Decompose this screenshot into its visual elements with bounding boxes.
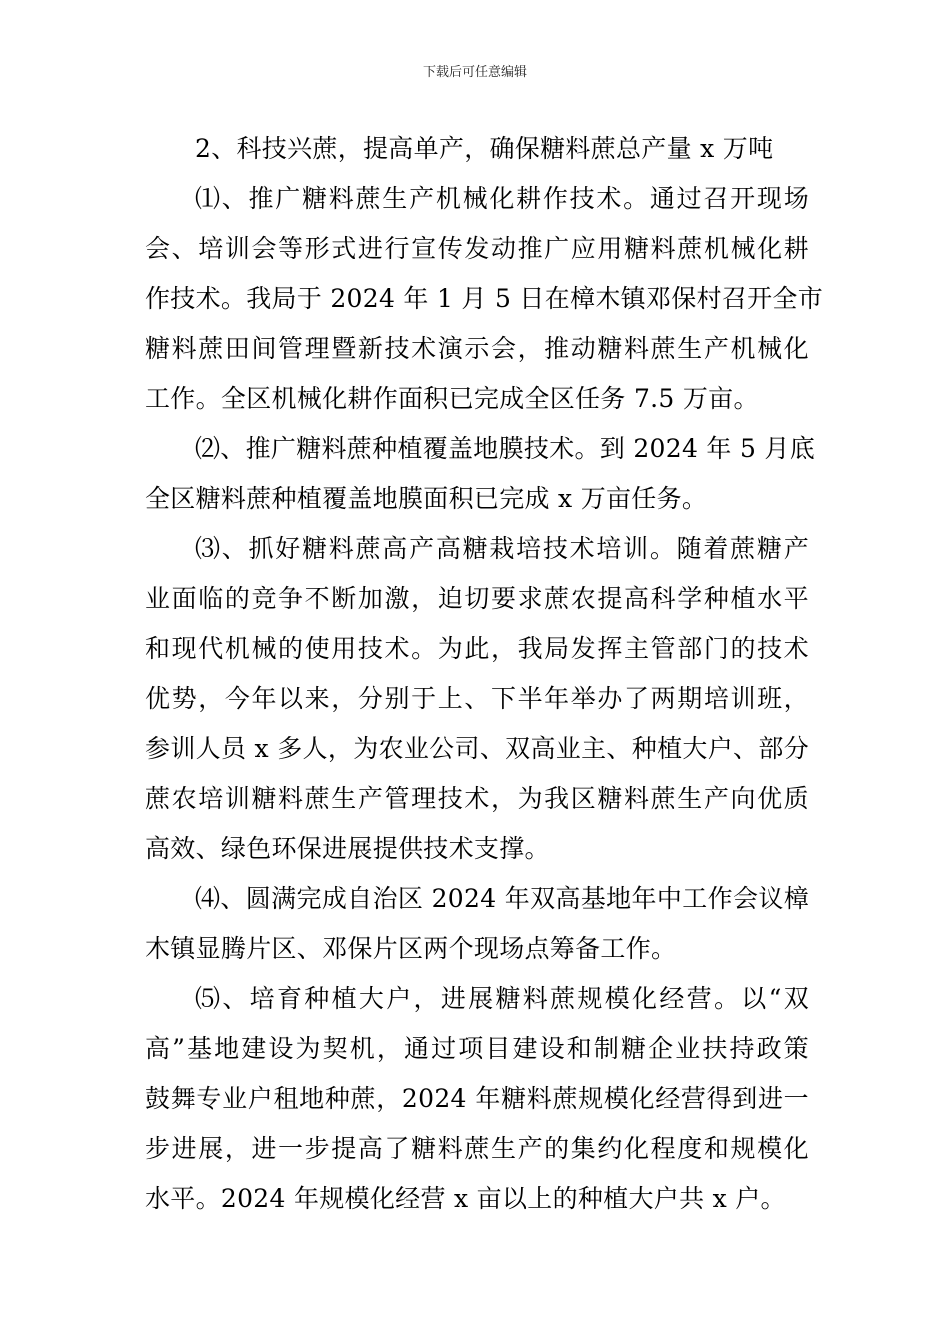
text-line: 参训人员 x 多人，为农业公司、双高业主、种植大户、部分 — [145, 734, 809, 763]
text-line: 糖料蔗田间管理暨新技术演示会，推动糖料蔗生产机械化 — [145, 334, 809, 363]
document-body — [145, 124, 824, 1224]
text-line: 和现代机械的使用技术。为此，我局发挥主管部门的技术 — [145, 634, 809, 663]
paragraph-item-2 — [145, 424, 816, 524]
paragraph-section-heading — [145, 124, 809, 174]
text-line: 优势，今年以来，分别于上、下半年举办了两期培训班， — [145, 684, 809, 713]
text-line: 木镇显腾片区、邓保片区两个现场点筹备工作。 — [145, 934, 677, 963]
paragraph-item-5 — [145, 974, 809, 1224]
text-line: 全区糖料蔗种植覆盖地膜面积已完成 x 万亩任务。 — [145, 484, 708, 513]
text-line: ⑸、培育种植大户，进展糖料蔗规模化经营。以“双 — [195, 984, 809, 1013]
text-line: ⑷、圆满完成自治区 2024 年双高基地年中工作会议樟 — [195, 884, 809, 913]
text-line: 作技术。我局于 2024 年 1 月 5 日在樟木镇邓保村召开全市 — [145, 284, 824, 313]
text-line: 2、科技兴蔗，提高单产，确保糖料蔗总产量 x 万吨 — [195, 134, 774, 163]
text-line: 工作。全区机械化耕作面积已完成全区任务 7.5 万亩。 — [145, 384, 759, 413]
text-line: 步进展，进一步提高了糖料蔗生产的集约化程度和规模化 — [145, 1134, 809, 1163]
paragraph-item-3 — [145, 524, 809, 874]
page-header: 下载后可任意编辑 — [422, 65, 527, 80]
text-line: 鼓舞专业户租地种蔗，2024 年糖料蔗规模化经营得到进一 — [145, 1084, 809, 1113]
text-line: ⑵、推广糖料蔗种植覆盖地膜技术。到 2024 年 5 月底 — [195, 434, 816, 463]
text-line: 蔗农培训糖料蔗生产管理技术，为我区糖料蔗生产向优质 — [145, 784, 809, 813]
text-line: 高效、绿色环保进展提供技术支撑。 — [145, 834, 550, 863]
text-line: ⑶、抓好糖料蔗高产高糖栽培技术培训。随着蔗糖产 — [195, 534, 809, 563]
paragraph-item-1 — [145, 174, 824, 424]
text-line: 水平。2024 年规模化经营 x 亩以上的种植大户共 x 户。 — [145, 1184, 786, 1213]
text-line: 业面临的竞争不断加激，迫切要求蔗农提高科学种植水平 — [145, 584, 809, 613]
paragraph-item-4 — [145, 874, 809, 974]
text-line: ⑴、推广糖料蔗生产机械化耕作技术。通过召开现场 — [195, 184, 809, 213]
text-line: 会、培训会等形式进行宣传发动推广应用糖料蔗机械化耕 — [145, 234, 809, 263]
text-line: 高”基地建设为契机，通过项目建设和制糖企业扶持政策 — [145, 1034, 809, 1063]
